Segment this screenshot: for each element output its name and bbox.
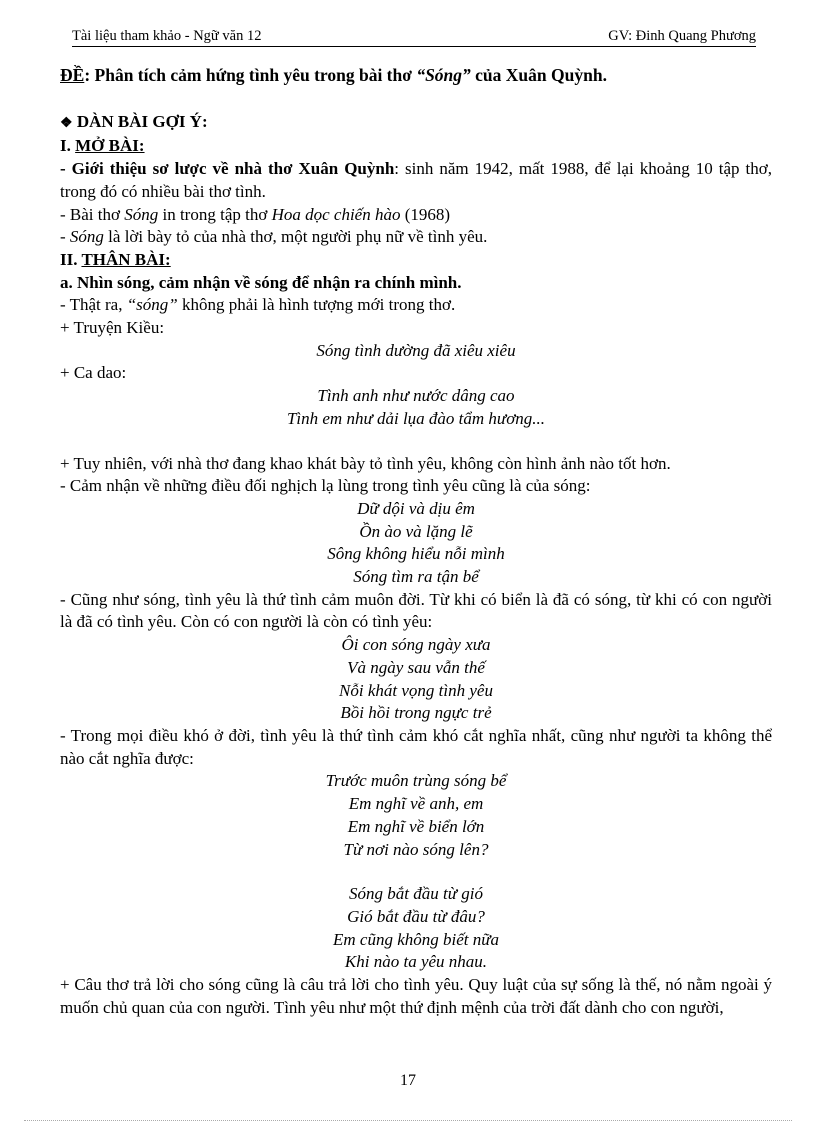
text-run: (1968) xyxy=(400,204,451,224)
section-heading-text: MỞ BÀI: xyxy=(75,136,145,156)
stanza-2-line: Nỗi khát vọng tình yêu xyxy=(339,680,493,700)
stanza-3-line: Em nghĩ về anh, em xyxy=(348,794,484,814)
header-right: GV: Đinh Quang Phương xyxy=(608,28,756,44)
section-number: I. xyxy=(60,136,76,156)
title-label: ĐỀ xyxy=(60,65,85,85)
stanza-4-line: Khi nào ta yêu nhau. xyxy=(344,952,488,972)
paragraph-5: - Trong mọi điều khó ở đời, tình yêu là thứ tình cảm khó cắt nghĩa nhất, cũng như người ta không thể nào cắt nghĩa được: xyxy=(60,725,772,768)
stanza-4-line: Gió bắt đầu từ đâu? xyxy=(347,906,485,926)
section-mo-bai-heading xyxy=(60,135,772,158)
intro-rest: : sinh năm 1942, mất 1988, để lại khoảng 10 tập thơ, trong đó có nhiều bài thơ tình. xyxy=(60,159,772,201)
page-number: 17 xyxy=(400,1072,416,1089)
truyen-kieu-label: + Truyện Kiều: xyxy=(60,318,165,338)
page-header xyxy=(72,28,756,47)
intro-bold: - Giới thiệu sơ lược về nhà thơ Xuân Quỳnh xyxy=(60,159,395,179)
title-suffix: của Xuân Quỳnh. xyxy=(470,65,607,85)
ca-dao-verse: Tình em như dải lụa đào tẩm hương... xyxy=(286,408,546,428)
quoted-word: “sóng” xyxy=(126,295,178,315)
text-run: là lời bày tỏ của nhà thơ, một người phụ nữ về tình yêu. xyxy=(103,227,488,247)
collection-title: Hoa dọc chiến hào xyxy=(271,204,401,224)
stanza-1-line: Sông không hiểu nỗi mình xyxy=(327,544,505,564)
mo-bai-line-2 xyxy=(60,204,772,227)
stanza-3-line: Trước muôn trùng sóng bể xyxy=(325,771,507,791)
essay-title xyxy=(60,64,772,87)
outline-heading-text: DÀN BÀI GỢI Ý: xyxy=(76,111,208,131)
header-left: Tài liệu tham khảo - Ngữ văn 12 xyxy=(72,28,262,44)
diamond-bullet-icon: ❖ xyxy=(60,115,73,131)
text-run: không phải là hình tượng mới trong thơ. xyxy=(177,295,456,315)
mo-bai-line-3 xyxy=(60,226,772,249)
poem-title: Sóng xyxy=(69,227,104,247)
text-run: - xyxy=(60,227,70,247)
paragraph-3: - Cảm nhận về những điều đối nghịch lạ lùng trong tình yêu cũng là của sóng: xyxy=(60,476,591,496)
section-number: II. xyxy=(60,249,82,269)
ca-dao-verse: Tình anh như nước dâng cao xyxy=(317,386,515,406)
stanza-2-line: Và ngày sau vẫn thế xyxy=(347,657,485,677)
stanza-2-line: Ôi con sóng ngày xưa xyxy=(341,635,491,655)
text-run: in trong tập thơ xyxy=(158,204,272,224)
poem-title: Sóng xyxy=(124,204,159,224)
stanza-3-line: Em nghĩ về biển lớn xyxy=(347,816,485,836)
stanza-1-line: Dữ dội và dịu êm xyxy=(357,498,475,518)
paragraph-2: + Tuy nhiên, với nhà thơ đang khao khát bày tỏ tình yêu, không còn hình ảnh nào tốt hơn. xyxy=(60,453,671,473)
paragraph-4: - Cũng như sóng, tình yêu là thứ tình cảm muôn đời. Từ khi có biển là đã có sóng, từ khi có con người là đã có tình yêu. Còn có con người là còn có tình yêu: xyxy=(60,589,772,632)
stanza-4-line: Sóng bắt đầu từ gió xyxy=(349,884,483,904)
text-run: - Bài thơ xyxy=(60,204,125,224)
mo-bai-intro xyxy=(60,158,772,203)
outline-heading xyxy=(60,111,772,136)
kieu-verse: Sóng tình dường đã xiêu xiêu xyxy=(316,340,516,360)
document-body xyxy=(60,64,772,1019)
section-heading-text: THÂN BÀI: xyxy=(81,249,171,269)
paragraph-1 xyxy=(60,294,772,317)
page-bottom-divider xyxy=(24,1120,792,1121)
title-prefix: : Phân tích cảm hứng tình yêu trong bài thơ xyxy=(84,65,417,85)
stanza-1-line: Ồn ào và lặng lẽ xyxy=(359,521,473,541)
stanza-2-line: Bồi hồi trong ngực trẻ xyxy=(340,703,492,723)
stanza-4-line: Em cũng không biết nữa xyxy=(332,929,499,949)
ca-dao-label: + Ca dao: xyxy=(60,363,127,383)
text-run: - Thật ra, xyxy=(60,295,127,315)
title-poem-name: “Sóng” xyxy=(416,65,471,85)
stanza-3-line: Từ nơi nào sóng lên? xyxy=(343,839,489,859)
stanza-1-line: Sóng tìm ra tận bể xyxy=(353,567,479,587)
paragraph-6: + Câu thơ trả lời cho sóng cũng là câu trả lời cho tình yêu. Quy luật của sự sống là thế, nó nằm ngoài ý muốn chủ quan của con người. Tình yêu như một thứ định mệnh của trời đất dành cho con người, xyxy=(60,975,772,1017)
section-than-bai-heading xyxy=(60,249,772,272)
subsection-a-heading: a. Nhìn sóng, cảm nhận về sóng để nhận ra chính mình. xyxy=(60,272,462,292)
